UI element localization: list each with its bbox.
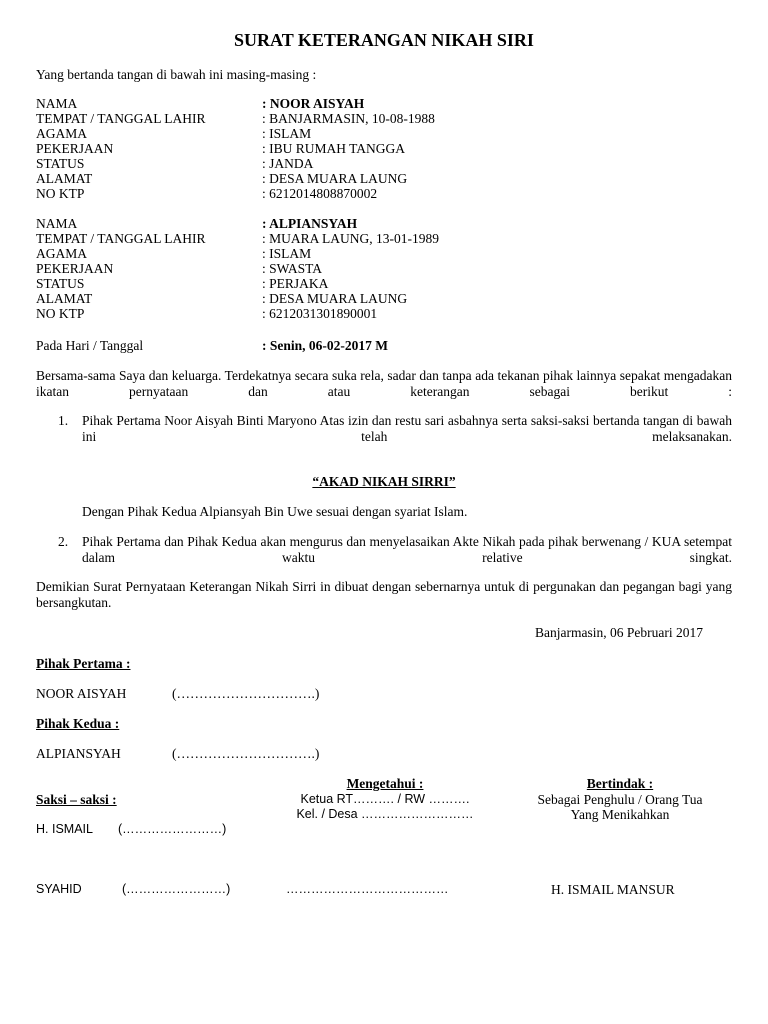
saksi2-signature-line: (……………………) [122, 882, 231, 896]
date-value: : Senin, 06-02-2017 M [262, 338, 388, 353]
pihak-kedua-heading: Pihak Kedua : [36, 716, 120, 731]
item1-text: Pihak Pertama Noor Aisyah Binti Maryono Atas izin dan restu sari asbahnya serta saksi-saksi bertanda tangan di bawah ini telah melaksanakan. [82, 413, 732, 444]
party1-label-nama: NAMA [36, 96, 78, 111]
item2-text: Pihak Pertama dan Pihak Kedua akan mengurus dan menyelasaikan Akte Nikah pada pihak berwenang / KUA setempat dalam waktu relative singkat. [82, 534, 732, 565]
closing-paragraph: Demikian Surat Pernyataan Keterangan Nikah Sirri in dibuat dengan sebernarnya untuk di pergunakan dan pegangan bagi yang bersangkutan. [36, 579, 732, 610]
bertindak-name: H. ISMAIL MANSUR [551, 882, 675, 897]
party1-label-pekerjaan: PEKERJAAN [36, 141, 114, 156]
akad-text: Dengan Pihak Kedua Alpiansyah Bin Uwe sesuai dengan syariat Islam. [82, 504, 468, 519]
party2-value-agama: : ISLAM [262, 246, 312, 261]
party1-value-nama: : NOOR AISYAH [262, 96, 365, 111]
party2-value-ttl: : MUARA LAUNG, 13-01-1989 [262, 231, 439, 246]
party2-value-status: : PERJAKA [262, 276, 329, 291]
bertindak-line2: Yang Menikahkan [570, 807, 670, 822]
party1-label-agama: AGAMA [36, 126, 88, 141]
party1-value-status: : JANDA [262, 156, 314, 171]
bertindak-line1: Sebagai Penghulu / Orang Tua [537, 792, 703, 807]
party2-label-ktp: NO KTP [36, 306, 85, 321]
main-paragraph: Bersama-sama Saya dan keluarga. Terdekatnya secara suka rela, sadar dan tanpa ada tekanan pihak lainnya sepakat mengadakan ikatan pernyataan dan atau keterangan sebagai berikut : [36, 368, 732, 399]
saksi-heading: Saksi – saksi : [36, 792, 117, 807]
party1-label-status: STATUS [36, 156, 85, 171]
pihak-pertama-name: NOOR AISYAH [36, 686, 127, 701]
pihak-kedua-signature-line: (………………………….) [172, 746, 320, 761]
party2-label-status: STATUS [36, 276, 85, 291]
party2-value-pekerjaan: : SWASTA [262, 261, 323, 276]
party2-value-alamat: : DESA MUARA LAUNG [262, 291, 408, 306]
akad-heading: “AKAD NIKAH SIRRI” [312, 474, 456, 489]
party2-value-ktp: : 6212031301890001 [262, 306, 378, 321]
party1-value-ttl: : BANJARMASIN, 10-08-1988 [262, 111, 435, 126]
party2-label-nama: NAMA [36, 216, 78, 231]
saksi2-name: SYAHID [36, 882, 82, 896]
party2-label-pekerjaan: PEKERJAAN [36, 261, 114, 276]
party1-label-ktp: NO KTP [36, 186, 85, 201]
mengetahui-kel-desa: Kel. / Desa ……………………… [296, 807, 474, 821]
mengetahui-rt-rw: Ketua RT………. / RW ………. [300, 792, 470, 806]
party2-label-agama: AGAMA [36, 246, 88, 261]
mengetahui-heading: Mengetahui : [346, 776, 424, 791]
pihak-pertama-signature-line: (………………………….) [172, 686, 320, 701]
intro-text: Yang bertanda tangan di bawah ini masing-masing : [36, 67, 317, 82]
saksi1-signature-line: (……………………) [118, 822, 227, 836]
place-date: Banjarmasin, 06 Pebruari 2017 [535, 625, 703, 640]
party1-label-alamat: ALAMAT [36, 171, 93, 186]
party2-value-nama: : ALPIANSYAH [262, 216, 358, 231]
party1-value-pekerjaan: : IBU RUMAH TANGGA [262, 141, 406, 156]
item1-number: 1. [58, 413, 69, 428]
date-label: Pada Hari / Tanggal [36, 338, 144, 353]
party1-label-ttl: TEMPAT / TANGGAL LAHIR [36, 111, 206, 126]
item2-number: 2. [58, 534, 69, 549]
party1-value-agama: : ISLAM [262, 126, 312, 141]
party1-value-ktp: : 6212014808870002 [262, 186, 378, 201]
pihak-kedua-name: ALPIANSYAH [36, 746, 121, 761]
pihak-pertama-heading: Pihak Pertama : [36, 656, 131, 671]
party2-label-alamat: ALAMAT [36, 291, 93, 306]
bertindak-heading: Bertindak : [586, 776, 654, 791]
mengetahui-signature-line: ………………………………… [286, 882, 449, 896]
saksi1-name: H. ISMAIL [36, 822, 93, 836]
party2-label-ttl: TEMPAT / TANGGAL LAHIR [36, 231, 206, 246]
party1-value-alamat: : DESA MUARA LAUNG [262, 171, 408, 186]
document-title: SURAT KETERANGAN NIKAH SIRI [234, 30, 534, 50]
